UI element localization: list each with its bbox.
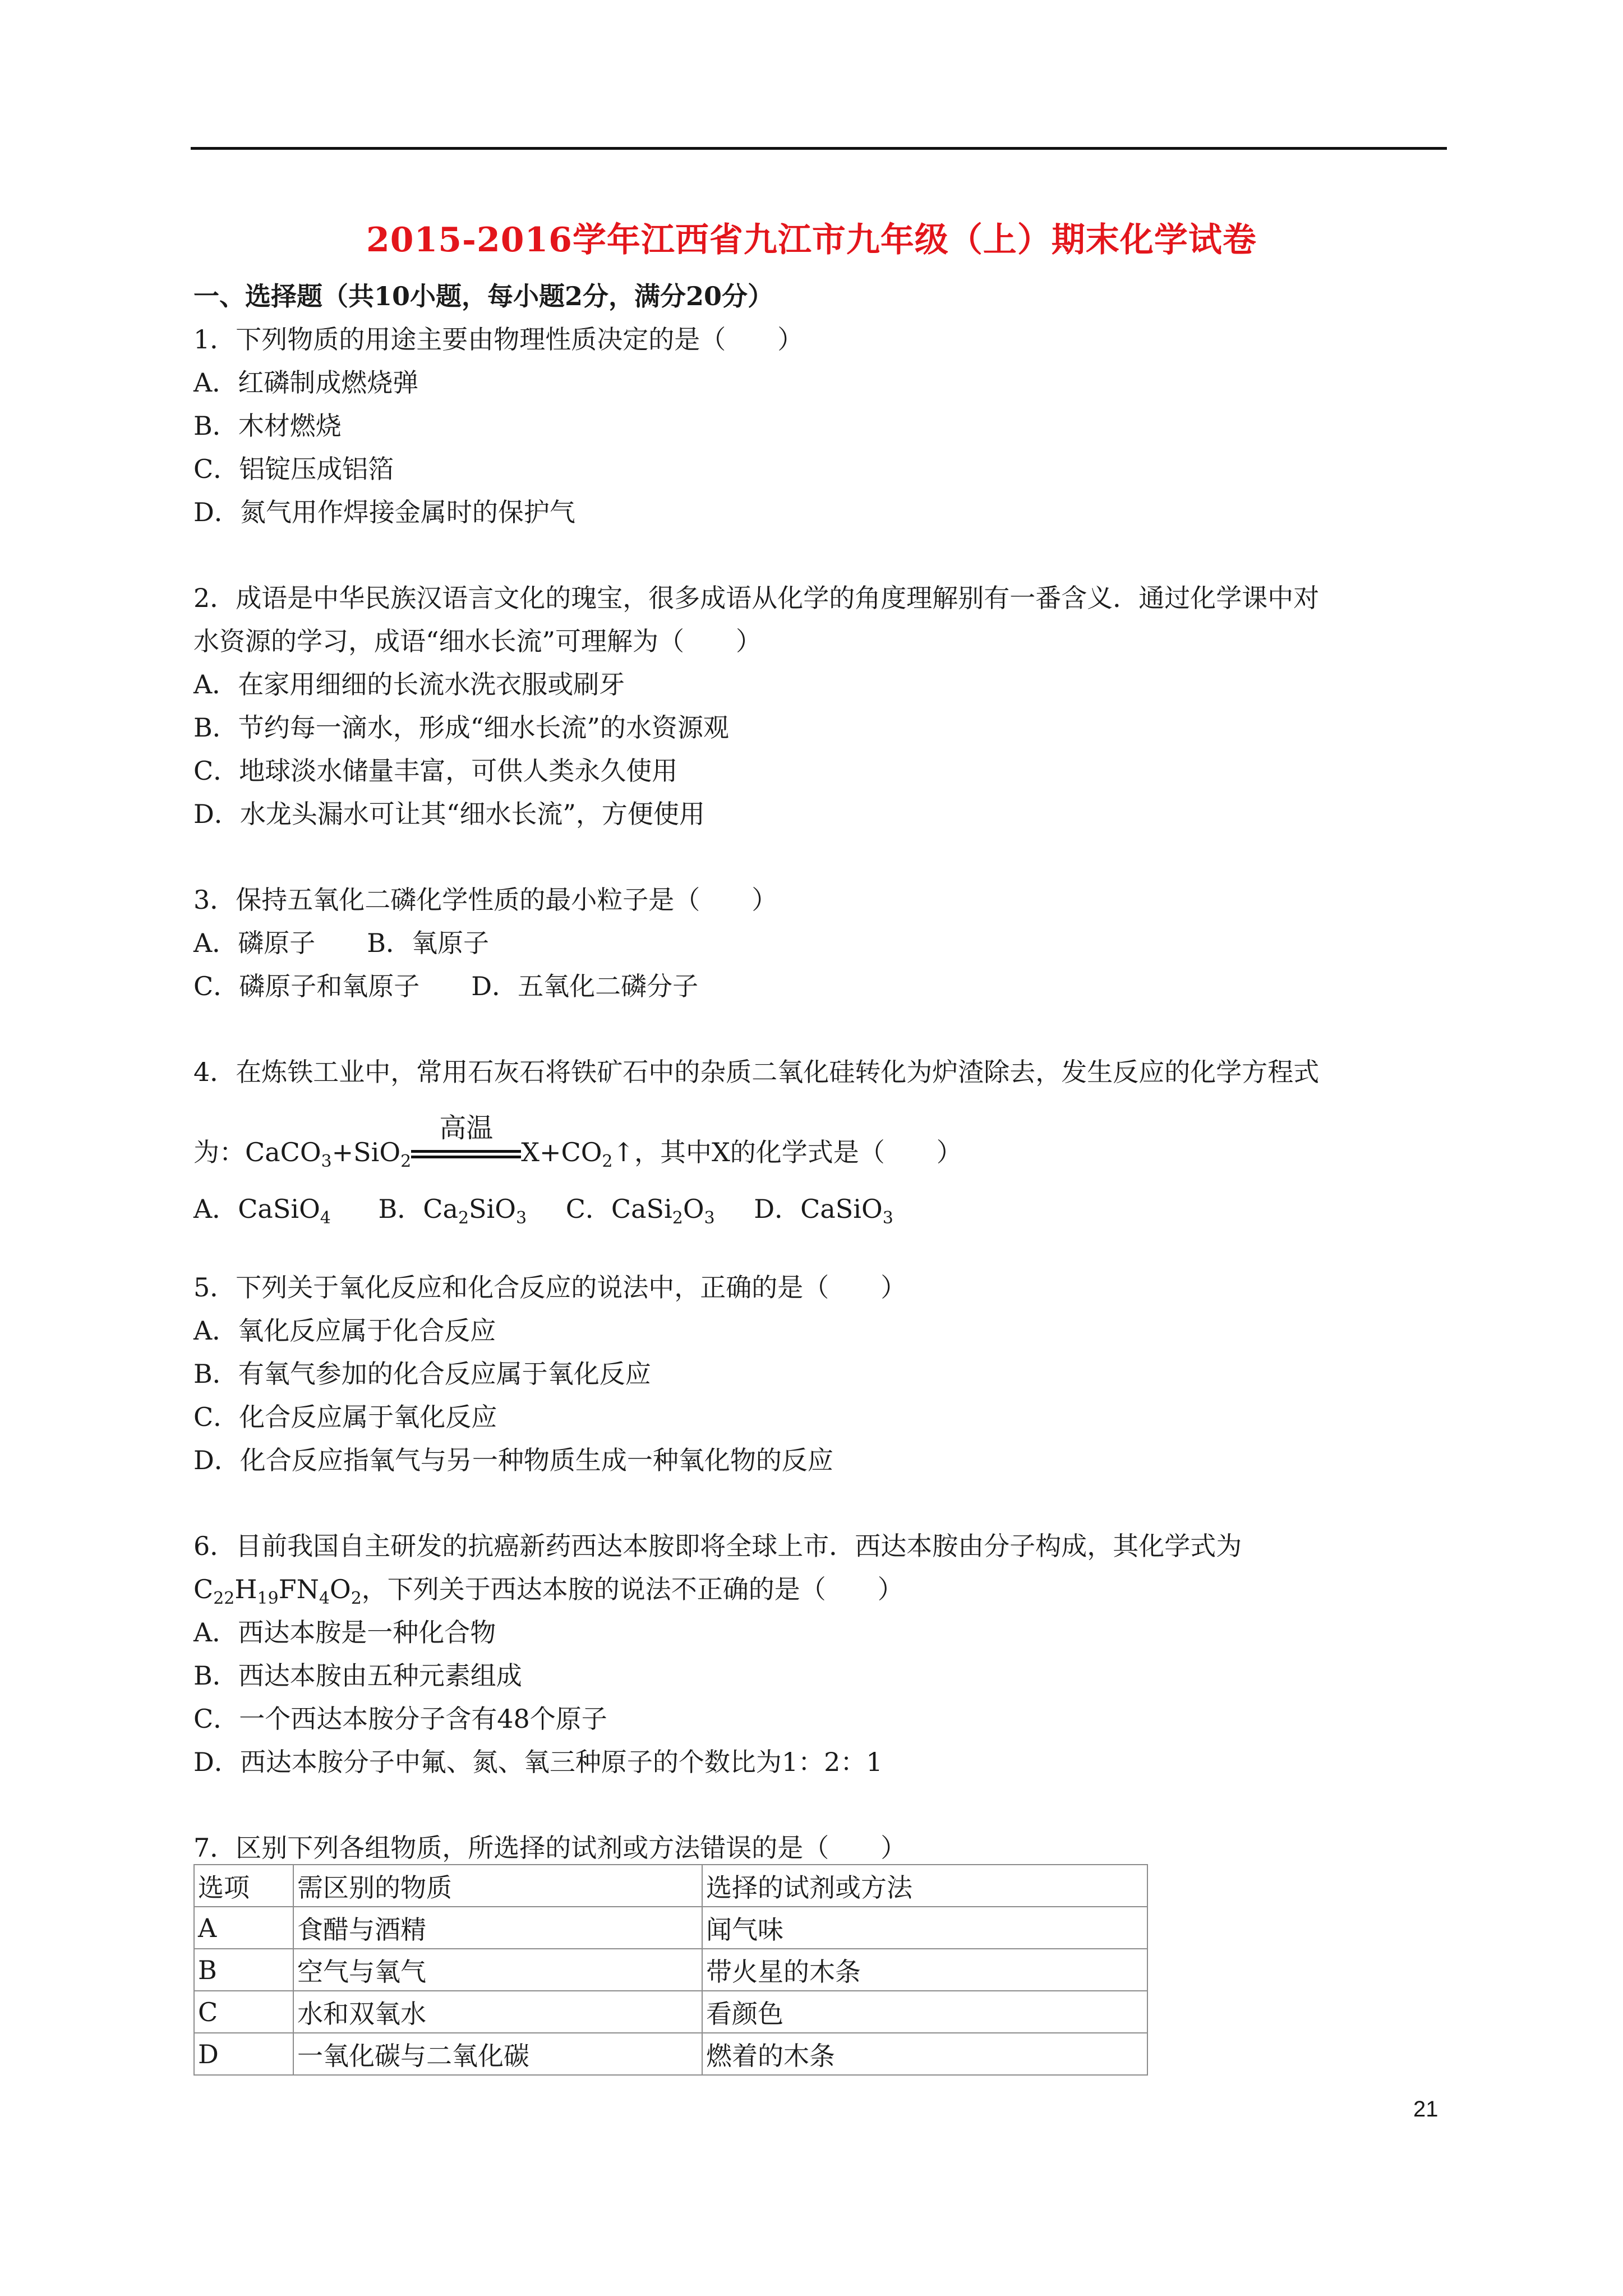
question-5-option-d: D．化合反应指氧气与另一种物质生成一种氧化物的反应 <box>193 1445 833 1475</box>
table-cell: 带火星的木条 <box>702 1949 1147 1991</box>
question-6-option-a: A．西达本胺是一种化合物 <box>193 1617 496 1648</box>
table-row <box>194 1949 1147 1991</box>
question-4-options <box>193 1192 893 1226</box>
page-number: 21 <box>1413 2097 1438 2122</box>
question-7-stem: 7．区别下列各组物质，所选择的试剂或方法错误的是（ ） <box>193 1833 907 1863</box>
table-cell: B <box>194 1949 293 1991</box>
table-header-cell: 选择的试剂或方法 <box>702 1865 1147 1907</box>
table-cell: A <box>194 1907 293 1949</box>
question-3-options-row2: C．磷原子和氧原子 D．五氧化二磷分子 <box>193 971 699 1001</box>
table-cell: 水和双氧水 <box>293 1991 702 2033</box>
question-2-stem-line1: 2．成语是中华民族汉语言文化的瑰宝，很多成语从化学的角度理解别有一番含义．通过化学课中对 <box>193 583 1320 613</box>
page-title: 2015-2016学年江西省九江市九年级（上）期末化学试卷 <box>366 220 1257 260</box>
table-cell: 空气与氧气 <box>293 1949 702 1991</box>
question-5-option-a: A．氧化反应属于化合反应 <box>193 1315 496 1346</box>
question-3-options-row1: A．磷原子 B．氧原子 <box>193 928 490 958</box>
question-4-stem-line1: 4．在炼铁工业中，常用石灰石将铁矿石中的杂质二氧化硅转化为炉渣除去，发生反应的化学方程式 <box>193 1057 1320 1087</box>
question-4-option-b: B．$Ca_2SiO_3$ <box>378 1194 527 1228</box>
table-cell: 一氧化碳与二氧化碳 <box>293 2033 702 2075</box>
question-1-option-a: A．红磷制成燃烧弹 <box>193 367 419 398</box>
question-1-option-b: B．木材燃烧 <box>193 411 342 441</box>
reaction-condition-label: 高温 <box>439 1112 494 1144</box>
question-2-stem-line2: 水资源的学习，成语“细水长流”可理解为（ ） <box>193 626 762 656</box>
question-1-option-d: D．氮气用作焊接金属时的保护气 <box>193 497 575 527</box>
question-5-stem: 5．下列关于氧化反应和化合反应的说法中，正确的是（ ） <box>193 1272 907 1303</box>
table-cell: 闻气味 <box>702 1907 1147 1949</box>
table-row <box>194 2033 1147 2075</box>
question-4-option-d: D．CaSiO$_3$ <box>754 1194 893 1228</box>
question-6-option-d: D．西达本胺分子中氟、氮、氧三种原子的个数比为1：2：1 <box>193 1747 883 1777</box>
question-2-option-d: D．水龙头漏水可让其“细水长流”，方便使用 <box>193 799 705 829</box>
table-header-row <box>194 1865 1147 1907</box>
table-row <box>194 1991 1147 2033</box>
question-6-stem-line1: 6．目前我国自主研发的抗癌新药西达本胺即将全球上市．西达本胺由分子构成，其化学式为 <box>193 1531 1242 1561</box>
question-7-table <box>193 1864 1148 2076</box>
table-row <box>194 1907 1147 1949</box>
table-cell: 食醋与酒精 <box>293 1907 702 1949</box>
question-3-stem: 3．保持五氧化二磷化学性质的最小粒子是（ ） <box>193 885 778 915</box>
table-header-cell: 需区别的物质 <box>293 1865 702 1907</box>
question-4-option-c: C．$CaSi_2O_3$ <box>565 1194 715 1228</box>
section-heading: 一、选择题（共10小题，每小题2分，满分20分） <box>193 281 774 311</box>
question-2-option-c: C．地球淡水储量丰富，可供人类永久使用 <box>193 756 678 786</box>
table-cell: C <box>194 1991 293 2033</box>
question-4-option-a: A．CaSiO$_4$ <box>193 1194 331 1228</box>
table-cell: 燃着的木条 <box>702 2033 1147 2075</box>
table-header-cell: 选项 <box>194 1865 293 1907</box>
question-4-equation: 为：CaCO$_3$+SiO$_2$ 高温 $X+CO_2↑$，其中X的化学式是（ ） <box>193 1132 962 1169</box>
table-cell: 看颜色 <box>702 1991 1147 2033</box>
question-2-option-a: A．在家用细细的长流水洗衣服或刷牙 <box>193 669 625 700</box>
question-5-option-c: C．化合反应属于氧化反应 <box>193 1402 497 1432</box>
header-rule <box>191 147 1447 150</box>
question-5-option-b: B．有氧气参加的化合反应属于氧化反应 <box>193 1359 651 1389</box>
question-6-option-c: C．一个西达本胺分子含有48个原子 <box>193 1704 607 1734</box>
question-2-option-b: B．节约每一滴水，形成“细水长流”的水资源观 <box>193 712 729 743</box>
question-1-stem: 1．下列物质的用途主要由物理性质决定的是（ ） <box>193 324 804 355</box>
question-6-stem-line2: $C_{22}H_{19}FN_4O_2$，下列关于西达本胺的说法不正确的是（ ） <box>193 1574 903 1608</box>
table-cell: D <box>194 2033 293 2075</box>
question-6-option-b: B．西达本胺由五种元素组成 <box>193 1660 522 1691</box>
reaction-condition <box>411 1112 521 1166</box>
question-1-option-c: C．铝锭压成铝箔 <box>193 454 394 484</box>
